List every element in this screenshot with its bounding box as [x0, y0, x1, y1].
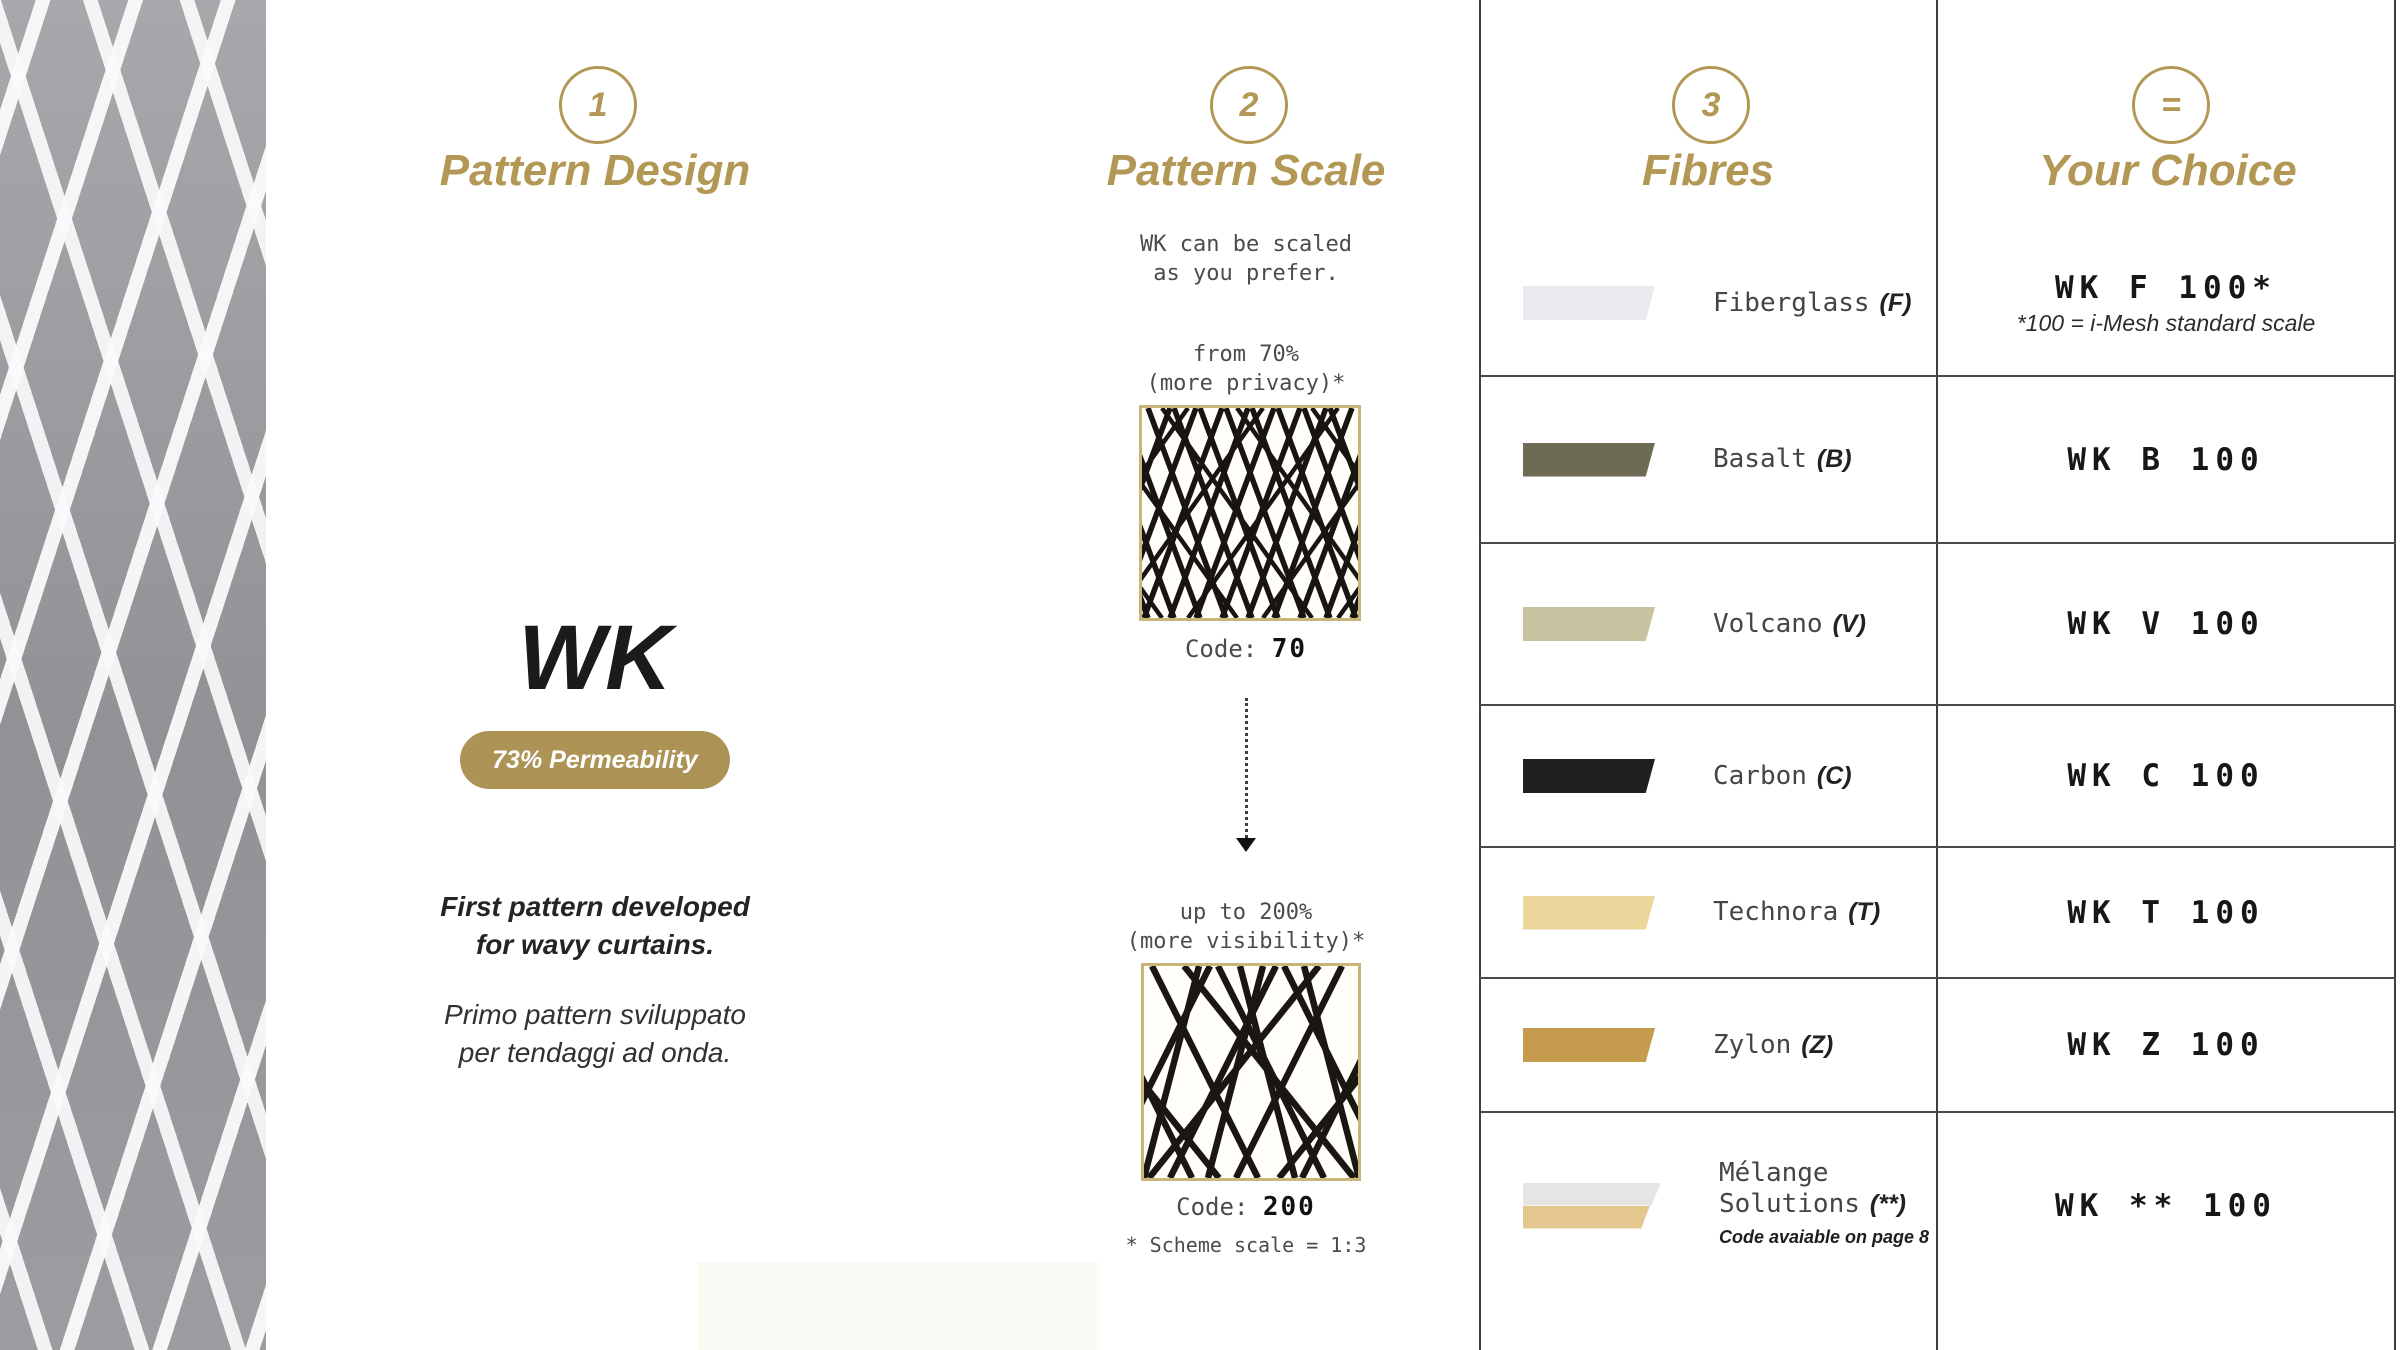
arrow-down-icon — [1245, 698, 1248, 838]
scale-intro: WK can be scaled as you prefer. — [1140, 232, 1352, 286]
fibre-name-line2: Solutions — [1719, 1189, 1860, 1219]
choice-code: WK B 100 — [2067, 441, 2265, 478]
fibre-swatch — [1523, 1028, 1655, 1062]
fibre-swatch — [1523, 759, 1655, 793]
fibre-row-melange — [1481, 1113, 1934, 1298]
equals-circle — [2132, 66, 2210, 144]
code-70: Code: 70 — [1184, 634, 1307, 664]
choice-row-fiberglass — [1938, 230, 2394, 376]
fibre-name: Carbon — [1713, 760, 1807, 791]
scale-min-label: from 70% (more privacy)* — [1146, 342, 1346, 396]
permeability-badge — [460, 731, 730, 789]
fibre-tag: (Z) — [1801, 1030, 1834, 1059]
fibre-swatch — [1523, 443, 1655, 477]
choice-code: WK ** 100 — [2055, 1187, 2277, 1224]
fibre-swatch — [1523, 607, 1655, 641]
fibre-name: Technora — [1713, 897, 1839, 927]
description-italian: Primo pattern sviluppato per tendaggi ad onda. — [444, 999, 746, 1068]
fibre-row-volcano — [1481, 544, 1934, 704]
fibre-name: Zylon — [1713, 1029, 1792, 1060]
fibre-tag: (V) — [1832, 609, 1866, 638]
permeability-badge-label: 73% Permeability — [492, 745, 698, 774]
scale-max-label: up to 200% (more visibility)* — [1126, 900, 1366, 954]
pattern-200-lines — [1144, 966, 1358, 1178]
step-number: 1 — [588, 85, 608, 124]
fibre-name: Volcano — [1713, 608, 1823, 639]
fibre-row-basalt — [1481, 377, 1934, 542]
pattern-70-lines — [1142, 408, 1358, 618]
pattern-code-title: WK — [518, 607, 672, 709]
pattern-design-title: Pattern Design — [439, 146, 751, 195]
pattern-swatch-200 — [1141, 963, 1361, 1181]
pattern-swatch-70 — [1139, 405, 1361, 621]
fibre-tag: (C) — [1816, 761, 1852, 790]
choice-code: WK T 100 — [2067, 894, 2265, 931]
mesh-fabric-photo — [0, 0, 266, 1350]
step-1-circle — [559, 66, 637, 144]
arrow-down-head — [1236, 838, 1256, 852]
fibre-name: Fiberglass — [1713, 287, 1870, 318]
choice-row-volcano — [1938, 544, 2394, 704]
fibre-tag: (F) — [1879, 288, 1912, 317]
your-choice-title: Your Choice — [2039, 146, 2297, 195]
choice-code: WK C 100 — [2067, 758, 2265, 794]
choice-row-carbon — [1938, 706, 2394, 846]
page-right-border — [2394, 0, 2396, 1350]
fibre-swatch — [1523, 286, 1655, 320]
choice-row-melange — [1938, 1113, 2394, 1298]
equals-symbol: = — [2161, 85, 2181, 124]
pattern-scale-title: Pattern Scale — [1106, 146, 1386, 195]
choice-code: WK V 100 — [2067, 606, 2265, 642]
code-200: Code: 200 — [1176, 1192, 1316, 1222]
step-number: 2 — [1239, 85, 1259, 124]
fibre-name-line1: Mélange — [1719, 1158, 1829, 1188]
fibre-tag: (T) — [1848, 898, 1881, 926]
choice-code: WK Z 100 — [2067, 1027, 2265, 1063]
fibre-swatch-bottom — [1523, 1206, 1650, 1229]
fibre-code-note: Code avaiable on page 8 — [1719, 1227, 1930, 1247]
faint-highlight-area — [697, 1262, 1100, 1350]
fibre-row-fiberglass — [1481, 230, 1934, 376]
fibre-row-carbon — [1481, 706, 1934, 846]
choice-row-zylon — [1938, 979, 2394, 1111]
fibre-swatch-two-tone — [1523, 1183, 1661, 1229]
choice-scale-note: *100 = i-Mesh standard scale — [2016, 309, 2316, 336]
choice-row-technora — [1938, 848, 2394, 977]
choice-code: WK F 100* — [2055, 269, 2277, 306]
fibres-title: Fibres — [1641, 146, 1775, 195]
choice-row-basalt — [1938, 377, 2394, 542]
fibre-swatch-top — [1523, 1183, 1661, 1206]
fibre-tag: (B) — [1816, 445, 1852, 473]
fibre-row-zylon — [1481, 979, 1934, 1111]
scheme-scale-footnote: * Scheme scale = 1:3 — [1125, 1233, 1367, 1257]
fibre-name: Basalt — [1713, 444, 1807, 474]
fibre-row-technora — [1481, 848, 1934, 977]
fibre-swatch — [1523, 896, 1655, 930]
step-3-circle — [1672, 66, 1750, 144]
step-number: 3 — [1701, 85, 1721, 124]
fibre-tag: (**) — [1869, 1190, 1906, 1218]
mesh-weave-texture — [0, 0, 266, 1350]
step-2-circle — [1210, 66, 1288, 144]
description-english: First pattern developed for wavy curtains. — [440, 891, 750, 960]
